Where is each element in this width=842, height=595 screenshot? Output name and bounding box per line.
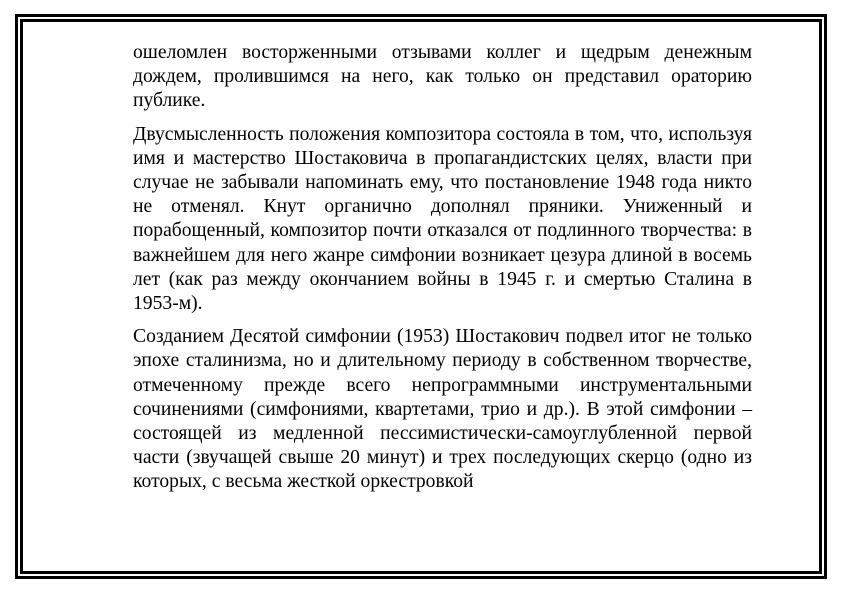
paragraph-continuation: ошеломлен восторженными отзывами коллег и щедрым денежным дождем, пролившимся на него, как только он представил ораторию публике. <box>133 42 752 112</box>
document-body <box>133 41 752 504</box>
paragraph-ambiguity: Двусмысленность положения композитора состояла в том, что, используя имя и мастерство Шостаковича в пропагандистских целях, власти при случае не забывали напоминать ему, что постановление 1948 года никто не отменял. Кнут органично дополнял пряники. Униженный и порабощенный, композитор почти отказался от подлинного творчества: в важнейшем для него жанре симфонии возникает цезура длиной в восемь лет (как раз между окончанием войны в 1945 г. и смертью Сталина в 1953-м). <box>133 123 752 315</box>
paragraph-tenth-symphony: Созданием Десятой симфонии (1953) Шостакович подвел итог не только эпохе сталинизма, но и длительному периоду в собственном творчестве, отмеченному прежде всего непрограммными инструментальными сочинениями (симфониями, квартетами, трио и др.). В этой симфонии – состоящей из медленной пессимистически-самоуглубленной первой части (звучащей свыше 20 минут) и трех последующих скерцо (одно из которых, с весьма жесткой оркестровкой <box>133 326 752 493</box>
